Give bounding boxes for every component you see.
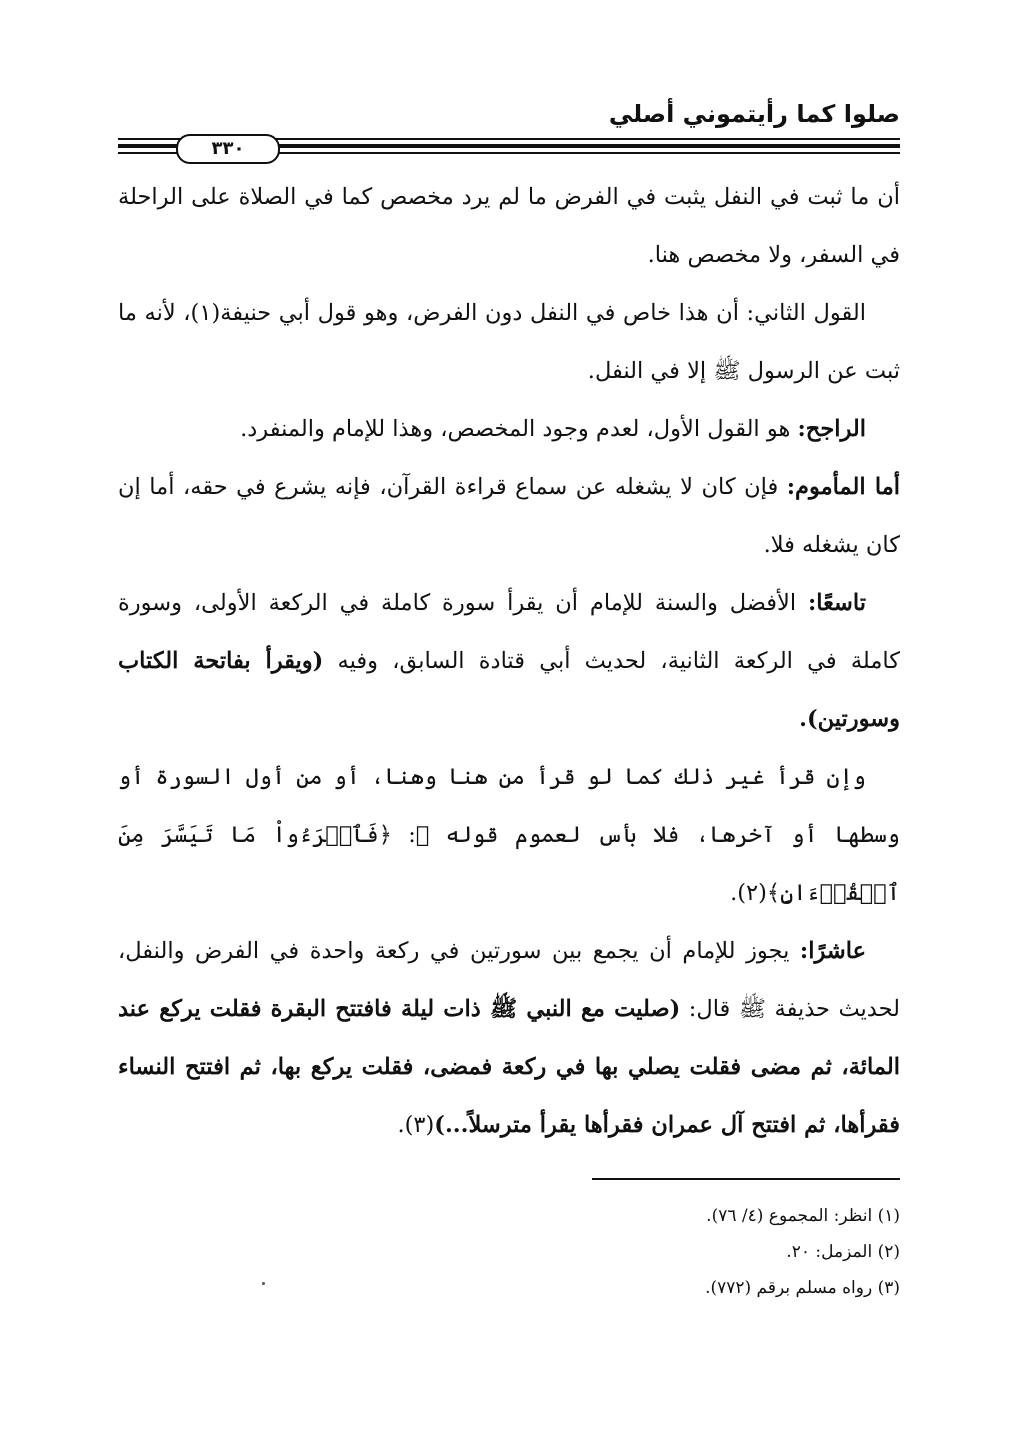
footnote-separator — [592, 1178, 900, 1180]
paragraph-4-lead: أما المأموم: — [786, 474, 900, 500]
paragraph-6-text: وإن قرأ غير ذلك كما لو قرأ من هنا وهنا، أو من أول السورة أو وسطها أو آخرها، فلا بأس لعموم قوله ﷻ: ﴿فَٱقۡرَءُواْ مَا تَيَسَّرَ مِنَ ٱلۡقُرۡءَانِ﴾(٢). — [118, 764, 900, 906]
scan-speck — [262, 1282, 265, 1285]
paragraph-7-footnote-ref: (٣). — [397, 1112, 435, 1138]
footnote-1: (١) انظر: المجموع (٤/ ٧٦). — [706, 1206, 900, 1226]
paragraph-7-text: يجوز للإمام أن يجمع بين سورتين في ركعة واحدة في الفرض والنفل، لحديث حذيفة ﷺ قال: — [118, 938, 900, 1022]
paragraph-6 — [118, 748, 900, 922]
paragraph-4 — [118, 458, 900, 574]
paragraph-1 — [118, 168, 900, 284]
paragraph-1-text: أن ما ثبت في النفل يثبت في الفرض ما لم يرد مخصص كما في الصلاة على الراحلة في السفر، ولا مخصص هنا. — [118, 184, 900, 268]
paragraph-4-text: فإن كان لا يشغله عن سماع قراءة القرآن، فإنه يشرع في حقه، أما إن كان يشغله فلا. — [118, 474, 900, 558]
footnote-2: (٢) المزمل: ٢٠. — [786, 1242, 900, 1262]
paragraph-3-lead: الراجح: — [797, 416, 866, 442]
paragraph-3 — [118, 400, 900, 458]
paragraph-7-hadith: (صليت مع النبي ﷺ ذات ليلة فافتتح البقرة فقلت يركع عند المائة، ثم مضى فقلت يصلي بها في ركعة فمضى، فقلت يركع بها، ثم افتتح النساء فقرأها، ثم افتتح آل عمران فقرأها يقرأ مترسلاً...) — [118, 996, 900, 1138]
running-header-title: صلوا كما رأيتموني أصلي — [608, 100, 900, 128]
paragraph-2 — [118, 284, 900, 400]
paragraph-7 — [118, 922, 900, 1154]
paragraph-5 — [118, 574, 900, 748]
paragraph-5-text: الأفضل والسنة للإمام أن يقرأ سورة كاملة في الركعة الأولى، وسورة كاملة في الركعة الثانية، لحديث أبي قتادة السابق، وفيه — [118, 590, 900, 674]
main-text — [118, 168, 900, 1154]
paragraph-7-lead: عاشرًا: — [799, 938, 866, 964]
footnotes — [118, 1198, 900, 1306]
paragraph-5-lead: تاسعًا: — [808, 590, 866, 616]
paragraph-5-quote: (ويقرأ بفاتحة الكتاب وسورتين). — [118, 648, 900, 732]
footnote-3: (٣) رواه مسلم برقم (٧٧٢). — [705, 1278, 900, 1298]
page-number: ٣٣٠ — [176, 134, 280, 164]
paragraph-2-text: القول الثاني: أن هذا خاص في النفل دون الفرض، وهو قول أبي حنيفة(١)، لأنه ما ثبت عن الرسول ﷺ إلا في النفل. — [118, 300, 900, 384]
paragraph-3-text: هو القول الأول، لعدم وجود المخصص، وهذا للإمام والمنفرد. — [240, 416, 798, 442]
